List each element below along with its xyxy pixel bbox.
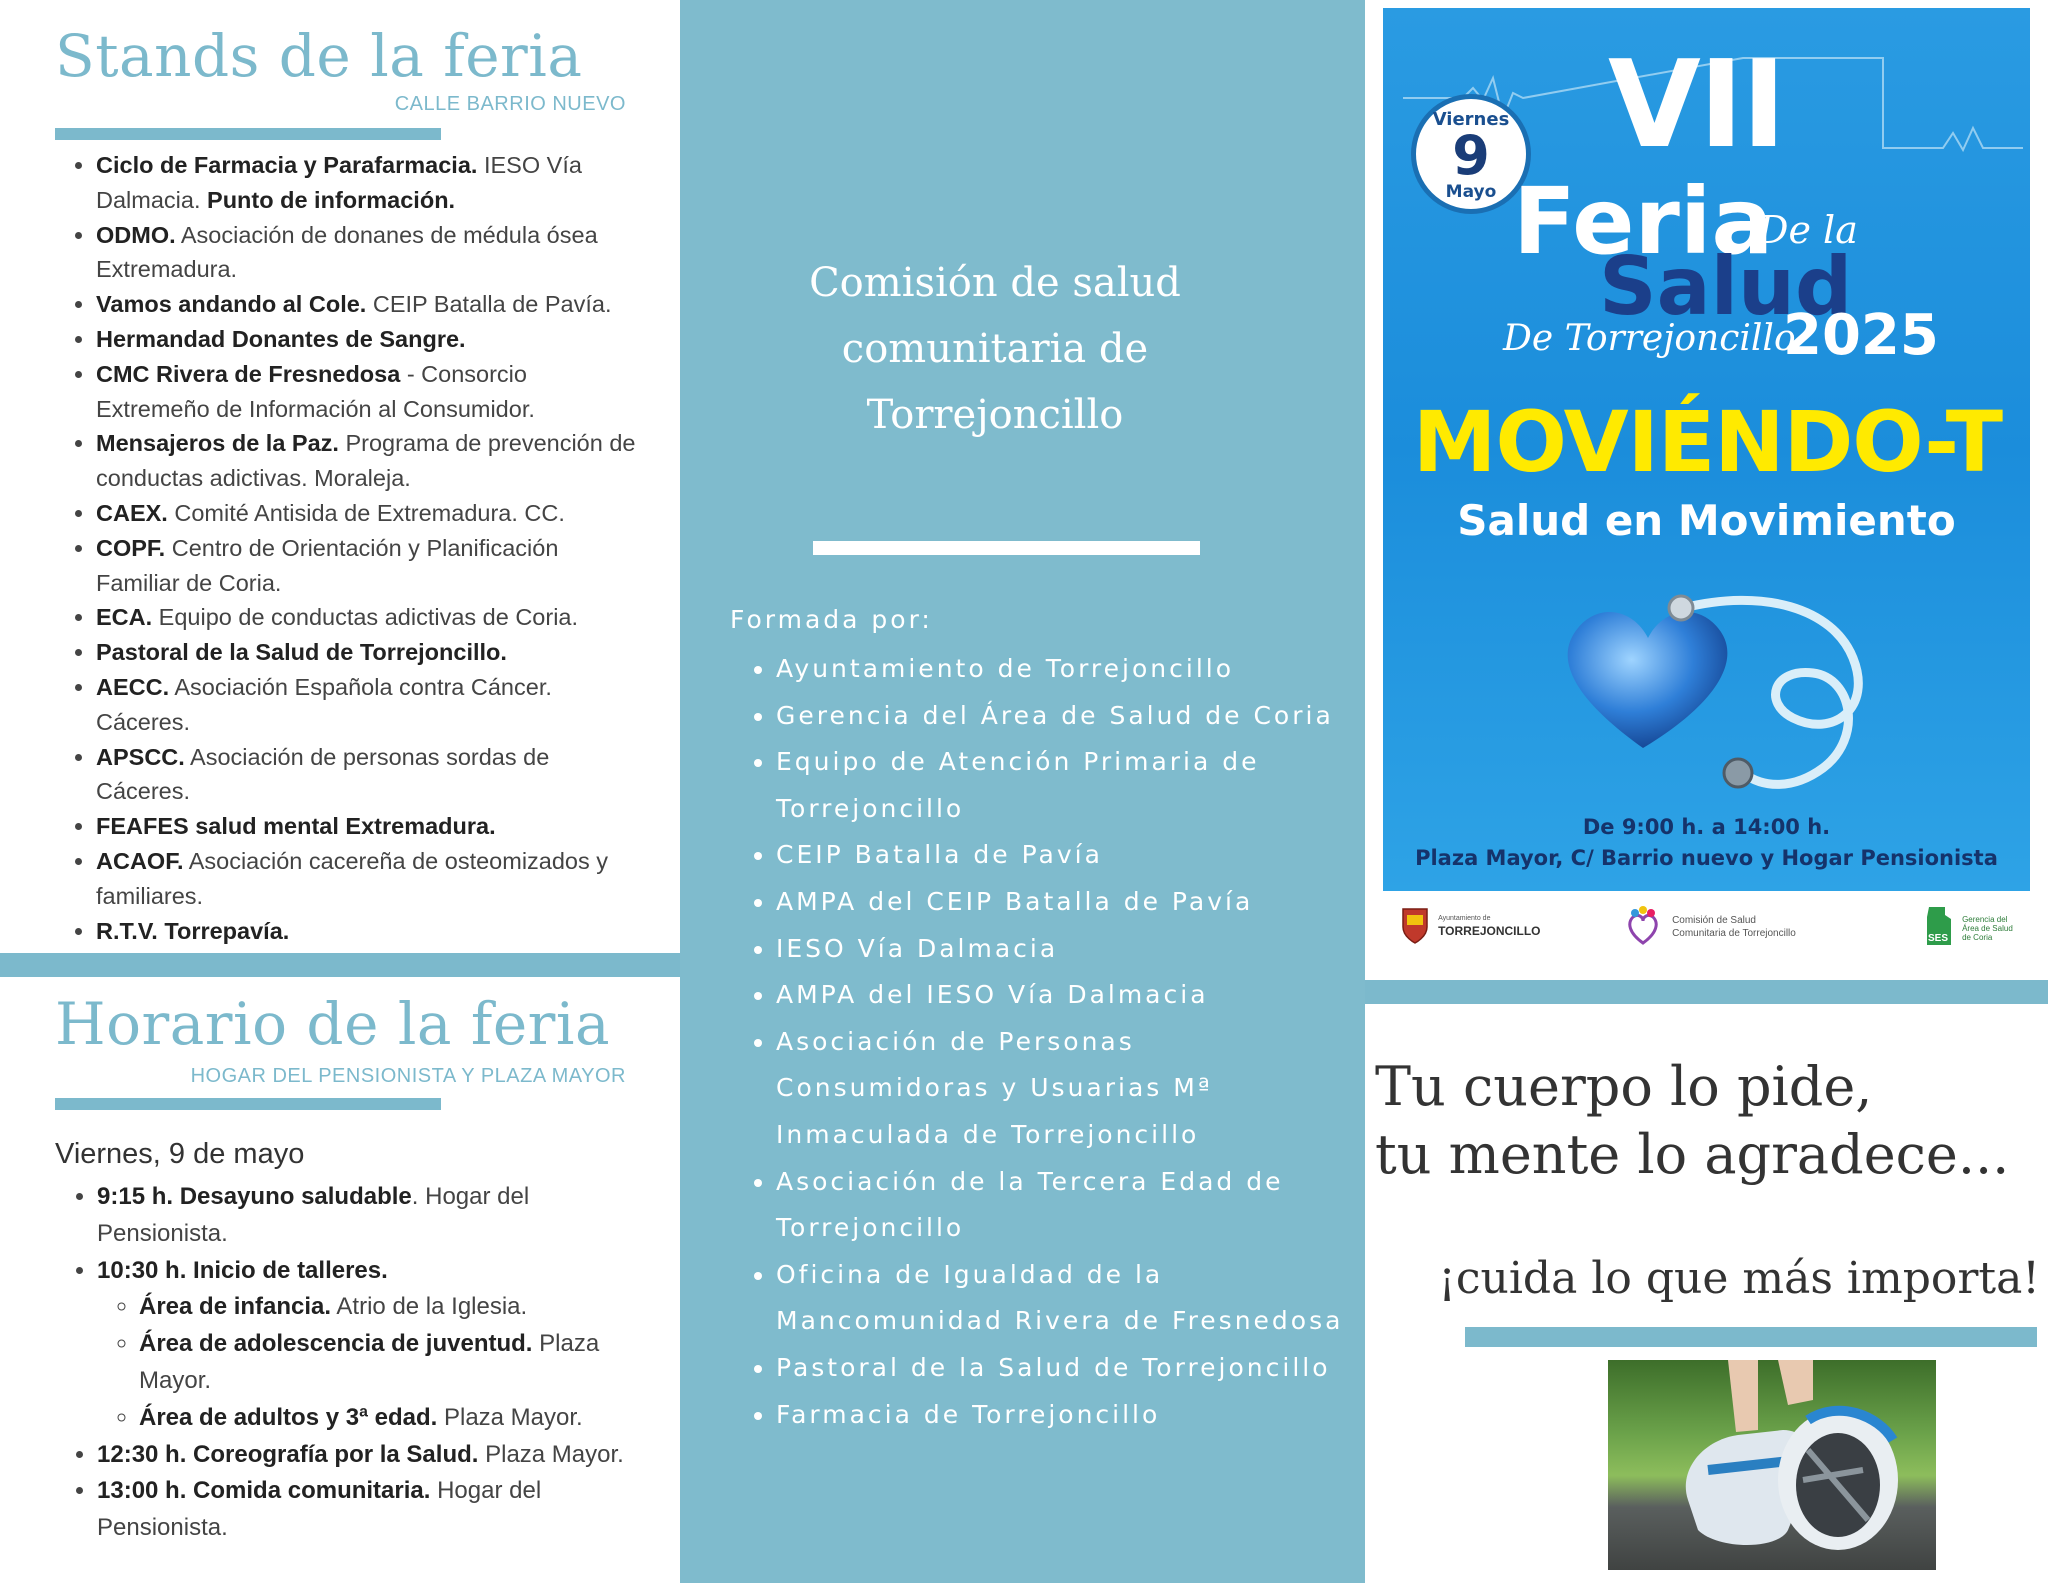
stand-name: Ciclo de Farmacia y Parafarmacia. [96, 152, 478, 178]
schedule-item [97, 1437, 657, 1474]
schedule-list [97, 1179, 657, 1547]
schedule-subitem-area: Área de infancia. [139, 1293, 332, 1321]
poster-town: De Torrejoncillo [1503, 318, 1796, 359]
schedule-subitem [139, 1326, 657, 1400]
stand-item [96, 635, 641, 670]
stand-name: AECC. [96, 673, 170, 700]
stand-description: IESO Vía Dalmacia. [96, 152, 582, 213]
town-shield-icon [1401, 905, 1429, 945]
logo-ayuntamiento-small: Ayuntamiento de [1438, 915, 1491, 922]
stand-name: CMC Rivera de Fresnedosa [96, 360, 401, 387]
stand-description: CEIP Batalla de Pavía. [366, 291, 612, 318]
poster-campaign: MOVIÉNDO-T [1412, 393, 2003, 491]
schedule-item-text: Plaza Mayor. [478, 1440, 624, 1468]
stand-description: Asociación cacereña de osteomizados y familiares. [96, 847, 609, 909]
stand-name: Pastoral de la Salud de Torrejoncillo. [96, 639, 507, 666]
poster-edition: VII [1608, 36, 1785, 175]
middle-panel [680, 0, 1365, 1583]
poster-year: 2025 [1783, 303, 1939, 368]
left-panel [0, 0, 680, 1583]
stand-name: CAEX. [96, 499, 168, 526]
logo-comision [1623, 905, 1796, 955]
stand-description: Asociación Española contra Cáncer. Cáceres. [96, 673, 552, 735]
stands-list [96, 148, 641, 948]
poster-salud: Salud [1599, 240, 1853, 333]
member-item: • Pastoral de la Salud de Torrejoncillo [776, 1345, 1356, 1392]
section-band [1365, 980, 2048, 1004]
member-item: • AMPA del CEIP Batalla de Pavía [776, 879, 1356, 926]
schedule-subtitle: HOGAR DEL PENSIONISTA Y PLAZA MAYOR [190, 1065, 626, 1087]
member-item: • Asociación de la Tercera Edad de Torrejoncillo [776, 1159, 1356, 1252]
logo-ses [1923, 905, 2013, 955]
stand-item [96, 670, 641, 740]
stand-item [96, 218, 641, 288]
stand-description: Asociación de personas sordas de Cáceres. [96, 743, 550, 805]
member-item: • Gerencia del Área de Salud de Coria [776, 693, 1356, 740]
running-shoe-icon [1608, 1360, 1936, 1570]
stand-item [96, 740, 641, 810]
logo-ayuntamiento-text [1438, 912, 1540, 938]
poster-de-la: De la [1758, 208, 1858, 252]
right-panel [1365, 0, 2048, 1583]
heart-stethoscope-icon [1533, 568, 1893, 818]
commission-title-line: Comisión de salud [809, 260, 1181, 306]
ses-logo-icon [1923, 905, 1953, 951]
stand-description: Equipo de conductas adictivas de Coria. [152, 604, 579, 631]
schedule-subitem-area: Área de adultos y 3ª edad. [139, 1403, 438, 1431]
stand-description: Programa de prevención de conductas adictivas. Moraleja. [96, 430, 636, 492]
schedule-subitem [139, 1289, 657, 1326]
member-item: • Ayuntamiento de Torrejoncillo [776, 646, 1356, 693]
commission-title-line: comunitaria de [841, 326, 1149, 372]
member-item: • Farmacia de Torrejoncillo [776, 1392, 1356, 1439]
schedule-subitem-place: Plaza Mayor. [139, 1330, 600, 1394]
member-item: • CEIP Batalla de Pavía [776, 832, 1356, 879]
member-item: • Equipo de Atención Primaria de Torrejoncillo [776, 739, 1356, 832]
slogan-cuida: ¡cuida lo que más importa! [1438, 1253, 2040, 1304]
schedule-item-text: . Hogar del Pensionista. [97, 1183, 530, 1247]
poster-place: Plaza Mayor, C/ Barrio nuevo y Hogar Pensionista [1415, 846, 1998, 870]
schedule-sublist [97, 1289, 657, 1436]
member-item: • Asociación de Personas Consumidoras y Usuarias Mª Inmaculada de Torrejoncillo [776, 1019, 1356, 1159]
schedule-day: Viernes, 9 de mayo [55, 1138, 305, 1170]
poster-tagline: Salud en Movimiento [1457, 496, 1956, 545]
event-poster [1383, 8, 2030, 891]
stand-description: Centro de Orientación y Planificación Familiar de Coria. [96, 534, 559, 596]
stand-name: FEAFES salud mental Extremadura. [96, 813, 496, 840]
commission-title [680, 250, 1310, 448]
stand-description: Comité Antisida de Extremadura. CC. [167, 499, 565, 526]
schedule-subitem [139, 1400, 657, 1437]
stand-item [96, 600, 641, 635]
schedule-subitem-area: Área de adolescencia de juventud. [139, 1330, 533, 1358]
commission-title-line: Torrejoncillo [866, 392, 1124, 438]
stand-name: COPF. [96, 534, 166, 561]
section-band [0, 953, 680, 977]
stand-description: Asociación de donanes de médula ósea Extremadura. [96, 221, 598, 283]
logo-ses-line: Gerencia del [1962, 914, 2008, 924]
slogan-line: tu mente lo agradece... [1375, 1123, 2010, 1186]
logo-ayuntamiento [1401, 905, 1541, 955]
stand-name: APSCC. [96, 743, 185, 770]
schedule-item-time: 13:00 h. Comida comunitaria. [97, 1477, 431, 1505]
stands-subtitle: CALLE BARRIO NUEVO [394, 93, 626, 115]
member-item: • Oficina de Igualdad de la Mancomunidad Rivera de Fresnedosa [776, 1252, 1356, 1345]
stand-item [96, 287, 641, 322]
sponsor-logos [1383, 895, 2030, 965]
schedule-item [97, 1473, 657, 1547]
logo-ses-text [1962, 915, 2013, 942]
stands-divider [55, 128, 441, 140]
poster-feria: Feria [1513, 168, 1774, 275]
schedule-subitem-place: Atrio de la Iglesia. [331, 1293, 528, 1321]
members-list [776, 646, 1356, 1438]
stands-title: Stands de la feria [55, 22, 583, 90]
stand-item [96, 496, 641, 531]
date-month: Mayo [1445, 182, 1497, 202]
stand-name: ACAOF. [96, 847, 184, 874]
date-day: Viernes [1432, 109, 1510, 130]
stand-description: - Consorcio Extremeño de Información al Consumidor. [96, 360, 535, 422]
schedule-item-time: 12:30 h. Coreografía por la Salud. [97, 1440, 479, 1468]
stand-item [96, 148, 641, 218]
stand-name: ODMO. [96, 221, 176, 248]
logo-ayuntamiento-name: TORREJONCILLO [1438, 924, 1541, 938]
stand-item [96, 426, 641, 496]
poster-hours: De 9:00 h. a 14:00 h. [1582, 815, 1831, 839]
stand-note: Punto de información. [207, 186, 456, 213]
stand-item [96, 357, 641, 427]
slogan-line: Tu cuerpo lo pide, [1375, 1055, 1873, 1118]
schedule-item [97, 1253, 657, 1437]
stand-name: R.T.V. Torrepavía. [96, 917, 290, 944]
stand-item [96, 322, 641, 357]
commission-divider [813, 541, 1200, 555]
stand-name: Vamos andando al Cole. [96, 291, 367, 318]
schedule-item-text: Hogar del Pensionista. [97, 1477, 542, 1542]
logo-ses-line: Área de Salud [1962, 923, 2013, 933]
schedule-item-time: 9:15 h. Desayuno saludable [97, 1183, 412, 1210]
slogan-divider [1465, 1327, 2037, 1347]
ses-logo-mark: SES [1928, 933, 1949, 944]
logo-comision-line: Comunitaria de Torrejoncillo [1672, 928, 1796, 939]
member-item: • IESO Vía Dalmacia [776, 926, 1356, 973]
schedule-title: Horario de la feria [55, 990, 611, 1058]
stand-item [96, 809, 641, 844]
schedule-item-time: 10:30 h. Inicio de talleres. [97, 1256, 388, 1284]
running-shoe-photo [1608, 1360, 1936, 1570]
stand-item [96, 914, 641, 949]
formada-label: Formada por: [730, 605, 933, 634]
logo-ses-line: de Coria [1962, 932, 1993, 942]
stand-name: Mensajeros de la Paz. [96, 430, 339, 457]
member-item: • AMPA del IESO Vía Dalmacia [776, 972, 1356, 1019]
schedule-divider [55, 1098, 441, 1110]
stand-name: ECA. [96, 604, 153, 631]
stand-name: Hermandad Donantes de Sangre. [96, 325, 466, 352]
stand-item [96, 531, 641, 601]
logo-comision-line: Comisión de Salud [1672, 915, 1756, 926]
stand-item [96, 844, 641, 914]
date-number: 9 [1452, 124, 1490, 187]
logo-comision-text [1672, 914, 1796, 940]
schedule-subitem-place: Plaza Mayor. [437, 1403, 583, 1431]
schedule-item [97, 1179, 657, 1253]
community-hearts-icon [1623, 905, 1663, 949]
